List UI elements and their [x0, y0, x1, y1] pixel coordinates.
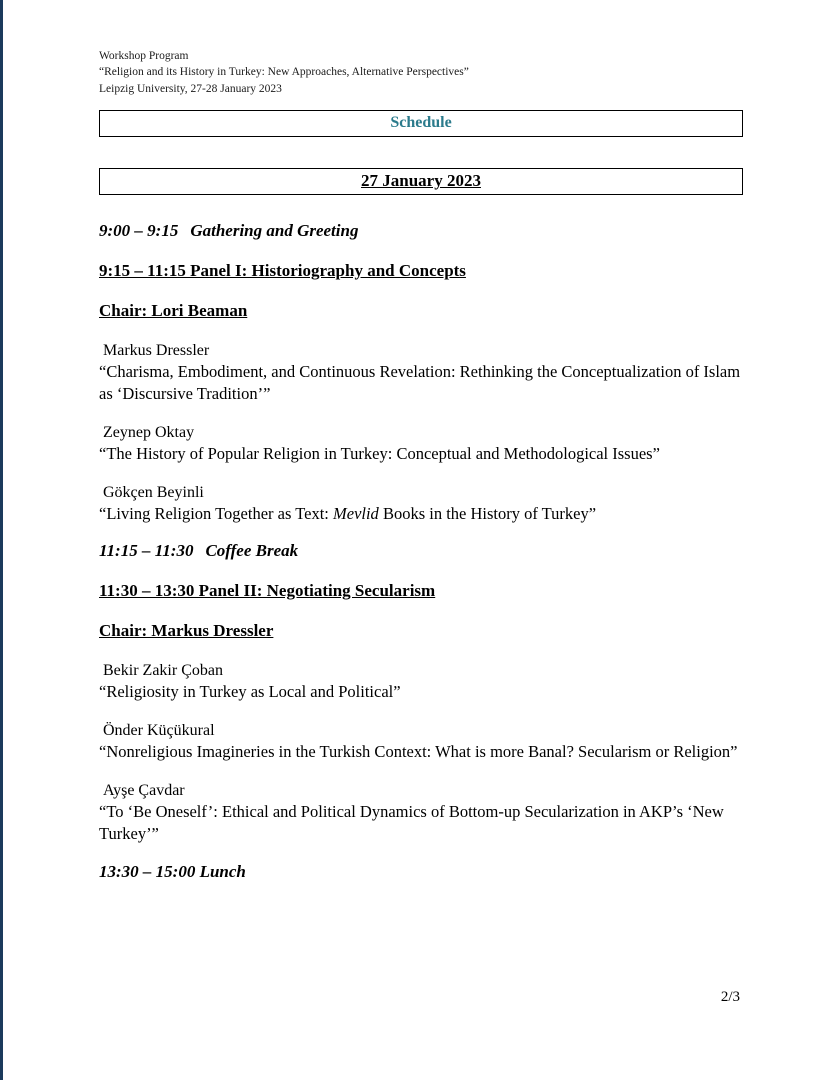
header-line-venue-date: Leipzig University, 27-28 January 2023	[99, 82, 282, 95]
schedule-title-box	[99, 110, 743, 137]
schedule-slot	[99, 221, 743, 241]
speaker-name: Markus Dressler	[103, 341, 210, 359]
page-number: 2/3	[720, 989, 740, 1005]
page-content	[99, 48, 743, 902]
panel-chair: Chair: Lori Beaman	[99, 300, 248, 320]
page-title: Schedule	[390, 114, 452, 132]
speaker-name: Önder Küçükural	[103, 722, 215, 740]
talk-entry	[99, 720, 743, 763]
panel-heading: 9:15 – 11:15 Panel I: Historiography and Concepts	[99, 260, 466, 280]
slot-time: 9:00 – 9:15	[99, 220, 179, 240]
schedule-slot	[99, 541, 743, 561]
talk-entry	[99, 340, 743, 405]
slot-label: Gathering and Greeting	[190, 220, 359, 240]
slot-time: 13:30 – 15:00 Lunch	[99, 861, 246, 881]
talk-title	[99, 741, 743, 763]
slot-time: 11:15 – 11:30	[99, 541, 194, 561]
talk-entry	[99, 482, 743, 525]
schedule-slot	[99, 862, 743, 882]
talk-title-part: “Charisma, Embodiment, and Continuous Revelation: Rethinking the Conceptualization of Islam as ‘Discursive Tradition’”	[99, 362, 741, 403]
panel-chair: Chair: Markus Dressler	[99, 621, 274, 641]
talk-title	[99, 361, 743, 405]
talk-entry	[99, 660, 743, 703]
date-heading-box	[99, 168, 743, 195]
speaker-name: Gökçen Beyinli	[103, 483, 204, 501]
talk-title-emphasis: Mevlid	[333, 503, 379, 523]
date-heading: 27 January 2023	[361, 171, 481, 191]
talk-title	[99, 681, 743, 703]
talk-entry	[99, 780, 743, 845]
talk-title-part: “Nonreligious Imagineries in the Turkish Context: What is more Banal? Secularism or Religion”	[99, 742, 738, 762]
speaker-name: Ayşe Çavdar	[103, 782, 185, 800]
talk-title	[99, 503, 743, 525]
talk-title	[99, 443, 743, 465]
talk-title-part: “To ‘Be Oneself’: Ethical and Political Dynamics of Bottom-up Secularization in AKP’s ‘New Turkey’”	[99, 802, 724, 843]
speaker-name: Bekir Zakir Çoban	[103, 662, 223, 680]
talk-title-part: “The History of Popular Religion in Turkey: Conceptual and Methodological Issues”	[99, 443, 660, 463]
talk-entry	[99, 422, 743, 465]
panel-heading: 11:30 – 13:30 Panel II: Negotiating Secularism	[99, 581, 436, 601]
slot-label: Coffee Break	[205, 541, 299, 561]
talk-title-part: Books in the History of Turkey”	[378, 503, 597, 523]
schedule-list	[99, 221, 743, 882]
header-line-program: Workshop Program	[99, 50, 189, 62]
header-line-workshop-title: “Religion and its History in Turkey: New Approaches, Alternative Perspectives”	[99, 66, 469, 79]
talk-title	[99, 801, 743, 845]
speaker-name: Zeynep Oktay	[103, 423, 195, 441]
document-header	[99, 48, 743, 97]
talk-title-part: “Living Religion Together as Text:	[99, 503, 333, 523]
talk-title-part: “Religiosity in Turkey as Local and Political”	[99, 682, 401, 702]
